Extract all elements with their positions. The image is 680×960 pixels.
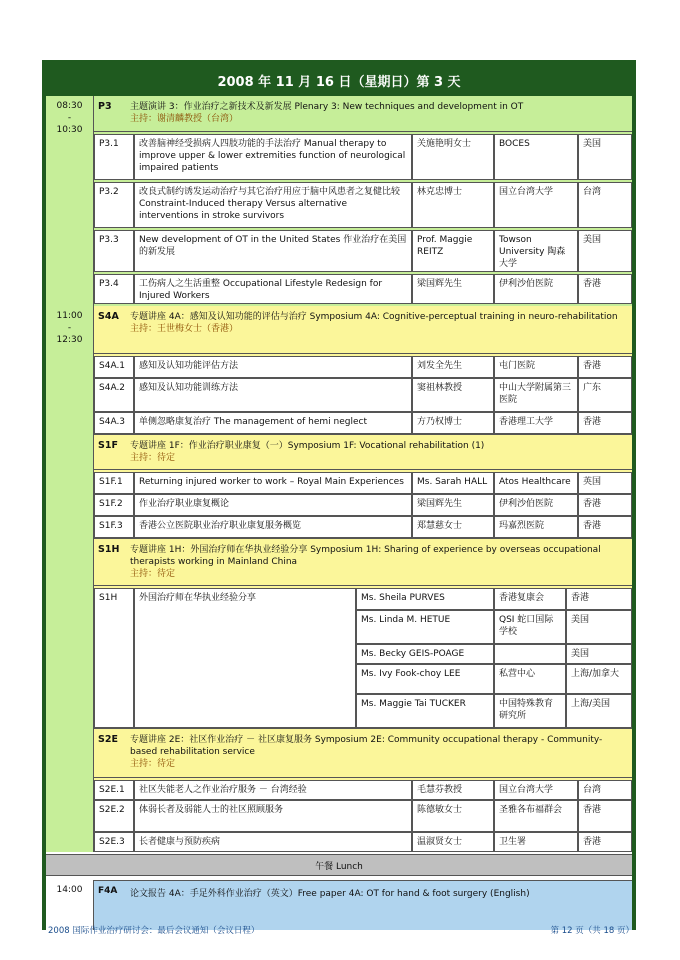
row-org: 圣雅各布福群会 <box>494 800 578 832</box>
host-text: 主持：待定 <box>130 453 176 463</box>
row-speaker: Prof. Maggie REITZ <box>412 230 494 272</box>
row-place: 台湾 <box>578 780 632 800</box>
row-place: 广东 <box>578 378 632 412</box>
session-header <box>94 306 632 354</box>
row-org: 香港复康会 <box>494 588 566 610</box>
row-org: 屯门医院 <box>494 356 578 378</box>
row-id: P3.3 <box>94 230 134 272</box>
row-speaker: Ms. Sheila PURVES <box>356 588 494 610</box>
time-end: 12:30 <box>56 335 83 345</box>
speaker-row <box>94 610 632 644</box>
session-code: S2E <box>98 734 118 745</box>
row-speaker: 林克忠博士 <box>412 182 494 228</box>
session-header <box>94 538 632 586</box>
row-id: S1H <box>94 588 134 728</box>
row-org: 国立台湾大学 <box>494 182 578 228</box>
session-code: S4A <box>98 311 119 322</box>
speaker-row <box>94 694 632 728</box>
row-speaker: 梁国辉先生 <box>412 274 494 304</box>
session-p3 <box>94 96 632 306</box>
session-block-symposia <box>94 306 632 852</box>
time-end: 10:30 <box>56 125 83 135</box>
time-start: 14:00 <box>56 885 83 895</box>
row-id: P3.4 <box>94 274 134 304</box>
row-org <box>494 644 566 664</box>
row-speaker: 梁国辉先生 <box>412 494 494 516</box>
row-org: Towson University 陶森大学 <box>494 230 578 272</box>
time-slot-3 <box>46 880 94 930</box>
row-topic: 感知及认知功能训练方法 <box>134 378 412 412</box>
host-text: 主持：王世梅女士（香港） <box>130 324 239 334</box>
row-place: 美国 <box>578 230 632 272</box>
row-topic: 外国治疗师在华执业经验分享 <box>134 588 356 728</box>
row-org: Atos Healthcare <box>494 472 578 494</box>
row-speaker: 温淑贤女士 <box>412 832 494 852</box>
row-place: 上海/美国 <box>566 694 632 728</box>
row-place: 香港 <box>578 412 632 434</box>
row-org: QSI 蛇口国际学校 <box>494 610 566 644</box>
table-row <box>94 516 632 538</box>
row-org: 卫生署 <box>494 832 578 852</box>
table-row <box>94 832 632 852</box>
row-org: 国立台湾大学 <box>494 780 578 800</box>
table-row <box>94 274 632 304</box>
row-place: 上海/加拿大 <box>566 664 632 694</box>
table-row <box>94 356 632 378</box>
row-speaker: Ms. Sarah HALL <box>412 472 494 494</box>
session-f4a <box>94 880 632 930</box>
time-slot-1 <box>46 96 94 306</box>
row-topic: 改良式制约诱发运动治疗与其它治疗用应于脑中风患者之复健比较 Constraint-Induced therapy Versus alternative interventions in stroke survivors <box>134 182 412 228</box>
row-topic: 香港公立医院职业治疗职业康复服务概览 <box>134 516 412 538</box>
table-row <box>94 472 632 494</box>
row-id: S4A.3 <box>94 412 134 434</box>
footer-page-number: 第 12 页（共 18 页） <box>550 926 634 936</box>
row-topic: 工伤病人之生活重整 Occupational Lifestyle Redesign for Injured Workers <box>134 274 412 304</box>
title-text: 专题讲座 1H：外国治疗师在华执业经验分享 Symposium 1H: Sharing of experience by overseas occupational therapists working in Mainland China <box>130 545 601 567</box>
row-speaker: Ms. Maggie Tai TUCKER <box>356 694 494 728</box>
row-place: 香港 <box>578 832 632 852</box>
row-topic: 体弱长者及弱能人士的社区照顾服务 <box>134 800 412 832</box>
row-id: P3.2 <box>94 182 134 228</box>
day-title: 2008 年 11 月 16 日（星期日）第 3 天 <box>217 74 461 90</box>
schedule-frame <box>42 60 636 930</box>
table-row <box>94 494 632 516</box>
row-speaker: 关施艳明女士 <box>412 134 494 180</box>
row-id: S1F.3 <box>94 516 134 538</box>
row-topic: 作业治疗职业康复概论 <box>134 494 412 516</box>
row-org: 私营中心 <box>494 664 566 694</box>
row-topic: 长者健康与预防疾病 <box>134 832 412 852</box>
session-title <box>130 440 626 464</box>
row-id: S1F.2 <box>94 494 134 516</box>
title-text: 主题演讲 3：作业治疗之新技术及新发展 Plenary 3: New techniques and development in OT <box>130 102 524 112</box>
row-place: 香港 <box>566 588 632 610</box>
lunch-label: 午餐 Lunch <box>315 861 363 872</box>
session-code: S1H <box>98 544 120 555</box>
speaker-row <box>94 588 632 610</box>
row-place: 英国 <box>578 472 632 494</box>
row-speaker: 刘发全先生 <box>412 356 494 378</box>
row-org: BOCES <box>494 134 578 180</box>
row-speaker: Ms. Ivy Fook-choy LEE <box>356 664 494 694</box>
host-text: 主持：待定 <box>130 759 176 769</box>
day-header <box>46 60 632 96</box>
time-dash: - <box>67 323 72 333</box>
session-header <box>94 434 632 470</box>
table-row <box>94 780 632 800</box>
row-speaker: 窦祖林教授 <box>412 378 494 412</box>
host-text: 主持：待定 <box>130 569 176 579</box>
page-footer <box>48 924 634 936</box>
session-code: S1F <box>98 440 118 451</box>
row-topic: 单侧忽略康复治疗 The management of hemi neglect <box>134 412 412 434</box>
session-title <box>130 544 626 580</box>
table-row <box>94 800 632 832</box>
row-speaker: 陈德敏女士 <box>412 800 494 832</box>
session-title <box>130 311 626 335</box>
row-id: S1F.1 <box>94 472 134 494</box>
title-text: 专题讲座 1F：作业治疗职业康复（一）Symposium 1F: Vocational rehabilitation (1) <box>130 441 485 451</box>
row-speaker: 方乃权博士 <box>412 412 494 434</box>
table-row <box>94 378 632 412</box>
table-row <box>94 230 632 272</box>
row-org: 伊利沙伯医院 <box>494 494 578 516</box>
title-text: 专题讲座 2E：社区作业治疗 － 社区康复服务 Symposium 2E: Community occupational therapy - Community-based rehabilitation service <box>130 735 603 757</box>
row-place: 香港 <box>578 516 632 538</box>
row-speaker: Ms. Linda M. HETUE <box>356 610 494 644</box>
row-org: 玛嘉烈医院 <box>494 516 578 538</box>
row-org: 中山大学附属第三医院 <box>494 378 578 412</box>
title-text: 专题讲座 4A：感知及认知功能的评估与治疗 Symposium 4A: Cognitive-perceptual training in neuro-rehabilitation <box>130 312 618 322</box>
row-place: 美国 <box>566 644 632 664</box>
row-place: 香港 <box>578 356 632 378</box>
session-title <box>130 734 626 770</box>
row-topic: 改善脑神经受损病人四肢功能的手法治疗 Manual therapy to improve upper & lower extremities function of neurological impaired patients <box>134 134 412 180</box>
row-topic: New development of OT in the United States 作业治疗在美国的新发展 <box>134 230 412 272</box>
row-org: 伊利沙伯医院 <box>494 274 578 304</box>
speaker-row <box>94 664 632 694</box>
row-topic: Returning injured worker to work – Royal Main Experiences <box>134 472 412 494</box>
table-row <box>94 182 632 228</box>
row-id: S2E.2 <box>94 800 134 832</box>
time-slot-2 <box>46 306 94 852</box>
table-row <box>94 134 632 180</box>
row-id: P3.1 <box>94 134 134 180</box>
row-speaker: 郑慧慈女士 <box>412 516 494 538</box>
row-org: 中国特殊教育研究所 <box>494 694 566 728</box>
lunch-bar <box>46 854 632 876</box>
row-id: S2E.3 <box>94 832 134 852</box>
row-place: 香港 <box>578 274 632 304</box>
session-title: 论文报告 4A：手足外科作业治疗（英文）Free paper 4A: OT for hand & foot surgery (English) <box>130 889 530 899</box>
time-dash: - <box>67 113 72 123</box>
row-id: S4A.1 <box>94 356 134 378</box>
row-place: 美国 <box>566 610 632 644</box>
host-text: 主持：谢清麟教授（台湾） <box>130 114 239 124</box>
row-place: 香港 <box>578 494 632 516</box>
row-topic: 社区失能老人之作业治疗服务 － 台湾经验 <box>134 780 412 800</box>
footer-doc-title: 2008 国际作业治疗研讨会：最后会议通知（会议日程） <box>48 926 260 936</box>
row-place: 台湾 <box>578 182 632 228</box>
session-header <box>94 96 632 132</box>
table-row <box>94 412 632 434</box>
session-title <box>130 101 626 125</box>
row-place: 香港 <box>578 800 632 832</box>
time-start: 11:00 <box>56 311 83 321</box>
row-id: S4A.2 <box>94 378 134 412</box>
row-speaker: Ms. Becky GEIS-POAGE <box>356 644 494 664</box>
session-code: F4A <box>98 886 118 896</box>
row-topic: 感知及认知功能评估方法 <box>134 356 412 378</box>
row-speaker: 毛慧芬教授 <box>412 780 494 800</box>
time-start: 08:30 <box>56 101 83 111</box>
row-id: S2E.1 <box>94 780 134 800</box>
speaker-row <box>94 644 632 664</box>
session-header <box>94 728 632 778</box>
row-org: 香港理工大学 <box>494 412 578 434</box>
session-code: P3 <box>98 101 112 112</box>
row-place: 美国 <box>578 134 632 180</box>
